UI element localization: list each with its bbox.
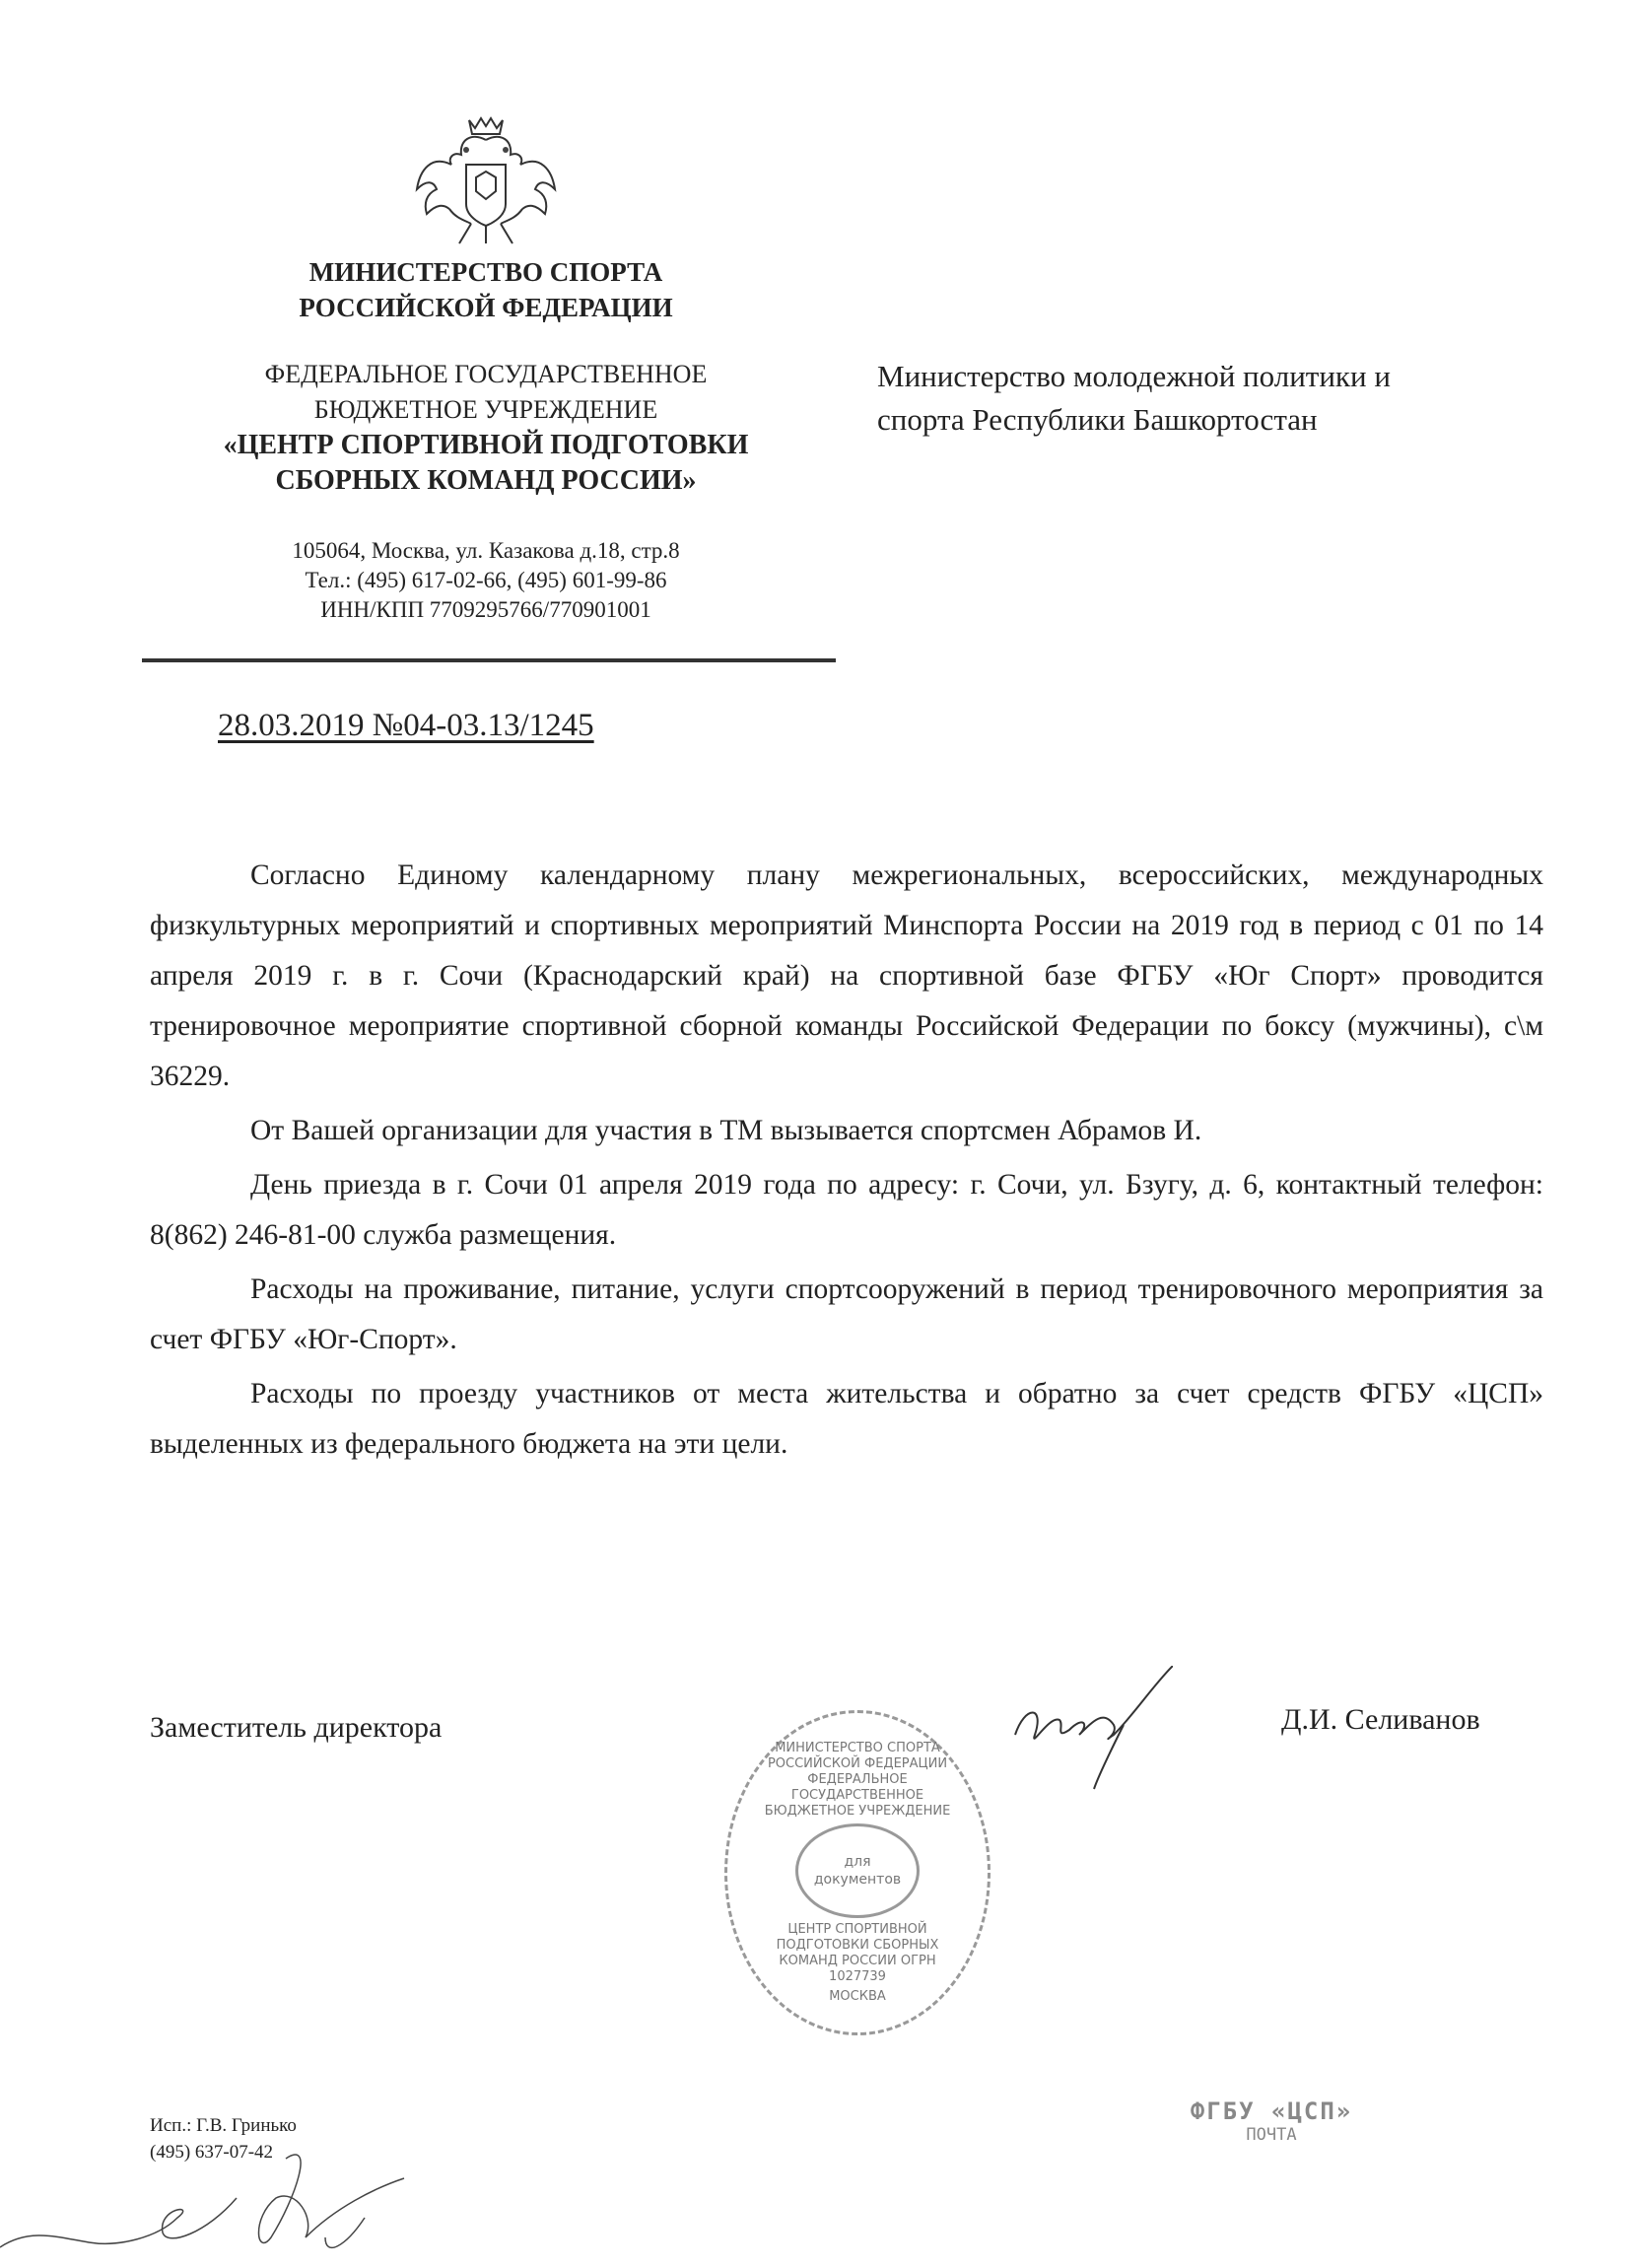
org-line-1: ФЕДЕРАЛЬНОЕ ГОСУДАРСТВЕННОЕ xyxy=(264,360,708,388)
handwritten-initials xyxy=(0,2139,493,2263)
executor-phone: (495) 637-07-42 xyxy=(150,2142,274,2163)
stamp-center-2: документов xyxy=(813,1872,902,1888)
stamp-bottom: МОСКВА xyxy=(829,1989,886,2004)
coat-of-arms-emblem xyxy=(412,110,560,253)
letter-body xyxy=(150,851,1543,1474)
mail-stamp-line-1: ФГБУ «ЦСП» xyxy=(1190,2097,1353,2125)
body-paragraph-1: Согласно Единому календарному плану межрегиональных, всероссийских, международных физкультурных мероприятий и спортивных мероприятий Минспорта России на 2019 год в период с 01 по 14 апреля 2019 г. в г. Сочи (Краснодарский край) на спортивной базе ФГБУ «Юг Спорт» проводится тренировочное мероприятие спортивной сборной команды Российской Федерации по боксу (мужчины), с\м 36229. xyxy=(150,859,1543,1092)
ministry-line-1: МИНИСТЕРСТВО СПОРТА xyxy=(308,257,663,287)
body-paragraph-3: День приезда в г. Сочи 01 апреля 2019 года по адресу: г. Сочи, ул. Бзугу, д. 6, контактный телефон: 8(862) 246-81-00 служба размещения. xyxy=(150,1169,1543,1251)
signer-name: Д.И. Селиванов xyxy=(1281,1703,1480,1736)
recipient-line-1: Министерство молодежной политики и xyxy=(877,359,1391,393)
handwritten-signature xyxy=(1005,1666,1173,1794)
document-reference: 28.03.2019 №04-03.13/1245 xyxy=(218,708,594,743)
body-paragraph-2: От Вашей организации для участия в ТМ вызывается спортсмен Абрамов И. xyxy=(250,1115,1202,1146)
stamp-center xyxy=(795,1823,920,1918)
org-inn: ИНН/КПП 7709295766/770901001 xyxy=(320,597,651,622)
recipient-line-2: спорта Республики Башкортостан xyxy=(877,402,1318,437)
letterhead-divider xyxy=(142,658,836,662)
stamp-center-1: для xyxy=(844,1854,871,1870)
signer-position: Заместитель директора xyxy=(150,1711,443,1744)
mail-stamp-line-2: ПОЧТА xyxy=(1246,2125,1297,2145)
double-headed-eagle-icon xyxy=(412,110,560,253)
body-paragraph-4: Расходы на проживание, питание, услуги спортсооружений в период тренировочного мероприятия за счет ФГБУ «Юг-Спорт». xyxy=(150,1273,1543,1355)
body-paragraph-5: Расходы по проезду участников от места жительства и обратно за счет средств ФГБУ «ЦСП» выделенных из федерального бюджета на эти цели. xyxy=(150,1378,1543,1460)
executor-name: Исп.: Г.В. Гринько xyxy=(150,2115,297,2136)
org-line-3: «ЦЕНТР СПОРТИВНОЙ ПОДГОТОВКИ xyxy=(223,430,749,460)
mail-stamp xyxy=(1163,2097,1380,2145)
round-seal-stamp xyxy=(724,1710,991,2035)
recipient xyxy=(877,355,1391,442)
org-line-4: СБОРНЫХ КОМАНД РОССИИ» xyxy=(275,465,697,496)
ministry-line-2: РОССИЙСКОЙ ФЕДЕРАЦИИ xyxy=(299,293,673,322)
stamp-inner-text: ЦЕНТР СПОРТИВНОЙ ПОДГОТОВКИ СБОРНЫХ КОМАНД РОССИИ ОГРН 1027739 xyxy=(776,1922,939,1984)
letterhead-block xyxy=(141,254,831,625)
org-line-2: БЮДЖЕТНОЕ УЧРЕЖДЕНИЕ xyxy=(313,395,658,424)
org-phone: Тел.: (495) 617-02-66, (495) 601-99-86 xyxy=(305,568,667,592)
stamp-outer-text: МИНИСТЕРСТВО СПОРТА РОССИЙСКОЙ ФЕДЕРАЦИИ ФЕДЕРАЛЬНОЕ ГОСУДАРСТВЕННОЕ БЮДЖЕТНОЕ УЧРЕЖДЕНИЕ xyxy=(764,1741,951,1819)
org-address: 105064, Москва, ул. Казакова д.18, стр.8 xyxy=(292,538,680,563)
